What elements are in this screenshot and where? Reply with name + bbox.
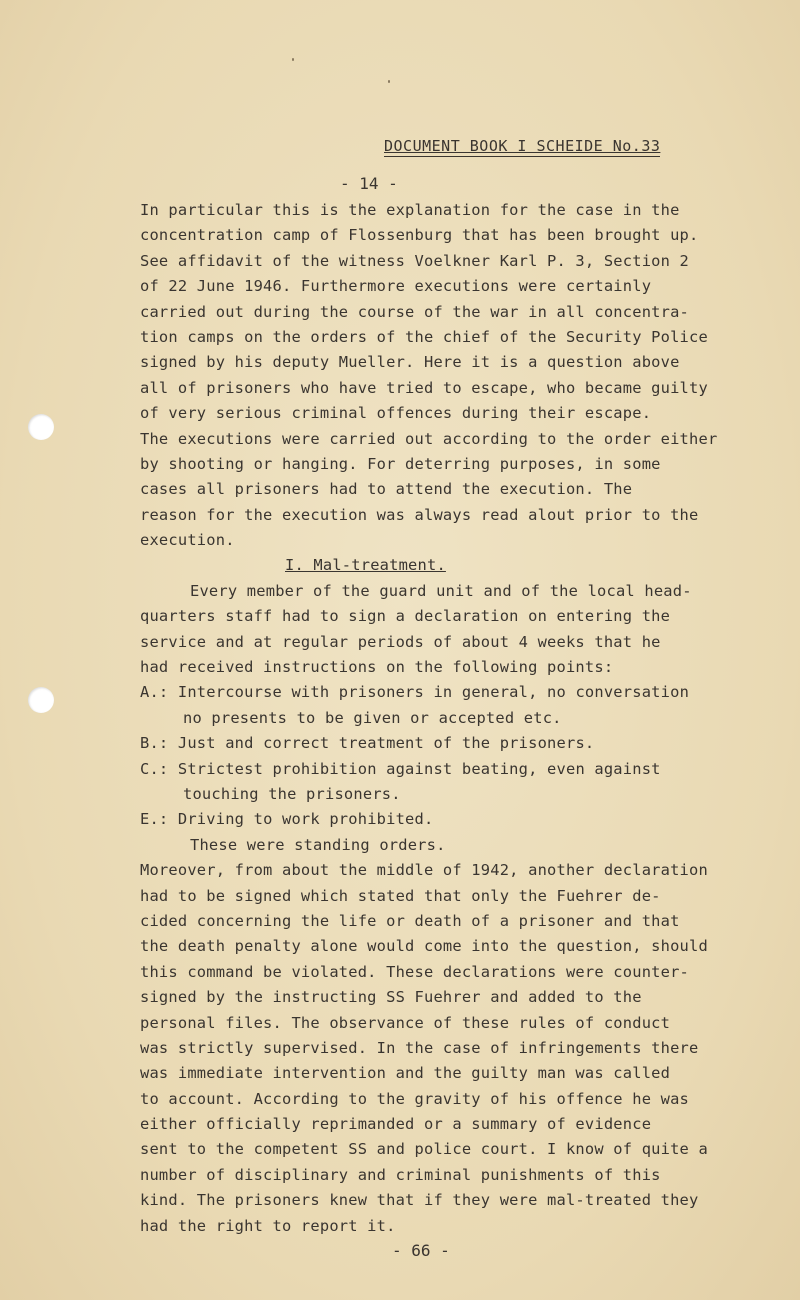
text-line: kind. The prisoners knew that if they were mal-treated they bbox=[140, 1191, 699, 1210]
text-line: Every member of the guard unit and of the local head- bbox=[190, 581, 692, 600]
text-line: of very serious criminal offences during their escape. bbox=[140, 404, 652, 423]
text-line: had the right to report it. bbox=[140, 1216, 396, 1235]
point-text: Intercourse with prisoners in general, no conversation bbox=[177, 683, 690, 702]
text-line: execution. bbox=[140, 531, 235, 550]
punch-hole bbox=[28, 687, 54, 713]
text-line: had to be signed which stated that only the Fuehrer de- bbox=[140, 886, 661, 905]
document-header: DOCUMENT BOOK I SCHEIDE No.33 bbox=[384, 137, 661, 155]
text-line: Moreover, from about the middle of 1942, another declaration bbox=[140, 861, 708, 880]
text-line: was immediate intervention and the guilty man was called bbox=[140, 1064, 671, 1083]
text-line: cases all prisoners had to attend the execution. The bbox=[140, 480, 633, 499]
text-line: had received instructions on the following points: bbox=[140, 658, 614, 677]
text-line: cided concerning the life or death of a prisoner and that bbox=[140, 911, 680, 930]
text-line: was strictly supervised. In the case of infringements there bbox=[140, 1038, 699, 1057]
point-label: B.: bbox=[140, 734, 169, 753]
text-line: sent to the competent SS and police court. I know of quite a bbox=[140, 1140, 708, 1159]
standing-orders-line: These were standing orders. bbox=[190, 835, 446, 854]
page-number-top: - 14 - bbox=[340, 174, 398, 193]
point-e bbox=[140, 807, 770, 832]
text-line: number of disciplinary and criminal punishments of this bbox=[140, 1165, 661, 1184]
point-text-continued: touching the prisoners. bbox=[183, 784, 401, 803]
text-line: this command be violated. These declarations were counter- bbox=[140, 962, 690, 981]
text-line: the death penalty alone would come into the question, should bbox=[140, 937, 708, 956]
point-c bbox=[140, 757, 770, 782]
point-a bbox=[140, 680, 770, 705]
text-line: to account. According to the gravity of his offence he was bbox=[140, 1089, 690, 1108]
point-text: Strictest prohibition against beating, even against bbox=[177, 759, 661, 778]
document-body bbox=[140, 198, 770, 1239]
section-heading bbox=[140, 553, 770, 578]
point-text: Driving to work prohibited. bbox=[177, 810, 434, 829]
text-line: either officially reprimanded or a summary of evidence bbox=[140, 1115, 652, 1134]
text-line: quarters staff had to sign a declaration on entering the bbox=[140, 607, 671, 626]
text-line: signed by his deputy Mueller. Here it is a question above bbox=[140, 353, 680, 372]
text-line: carried out during the course of the war in all concentra- bbox=[140, 302, 690, 321]
paper-speck bbox=[388, 80, 390, 83]
text-line: In particular this is the explanation for the case in the bbox=[140, 201, 680, 219]
text-line: by shooting or hanging. For deterring purposes, in some bbox=[140, 454, 661, 473]
point-label: E.: bbox=[140, 810, 169, 829]
paper-speck bbox=[292, 58, 294, 61]
page-number-bottom: - 66 - bbox=[392, 1241, 450, 1260]
punch-hole bbox=[28, 414, 54, 440]
section-heading-text: I. Mal-treatment. bbox=[285, 556, 446, 575]
text-line: tion camps on the orders of the chief of the Security Police bbox=[140, 327, 708, 346]
point-b bbox=[140, 731, 770, 756]
text-line: reason for the execution was always read alout prior to the bbox=[140, 505, 699, 524]
point-text: Just and correct treatment of the prisoners. bbox=[177, 734, 595, 753]
text-line: concentration camp of Flossenburg that has been brought up. bbox=[140, 226, 699, 245]
point-text-continued: no presents to be given or accepted etc. bbox=[183, 708, 562, 727]
text-line: service and at regular periods of about 4 weeks that he bbox=[140, 632, 661, 651]
text-line: The executions were carried out according to the order either bbox=[140, 429, 718, 448]
text-line: all of prisoners who have tried to escape, who became guilty bbox=[140, 378, 708, 397]
point-label: A.: bbox=[140, 683, 169, 702]
text-line: See affidavit of the witness Voelkner Karl P. 3, Section 2 bbox=[140, 251, 690, 270]
text-line: signed by the instructing SS Fuehrer and added to the bbox=[140, 988, 642, 1007]
point-label: C.: bbox=[140, 759, 169, 778]
text-line: of 22 June 1946. Furthermore executions were certainly bbox=[140, 277, 652, 296]
text-line: personal files. The observance of these rules of conduct bbox=[140, 1013, 671, 1032]
